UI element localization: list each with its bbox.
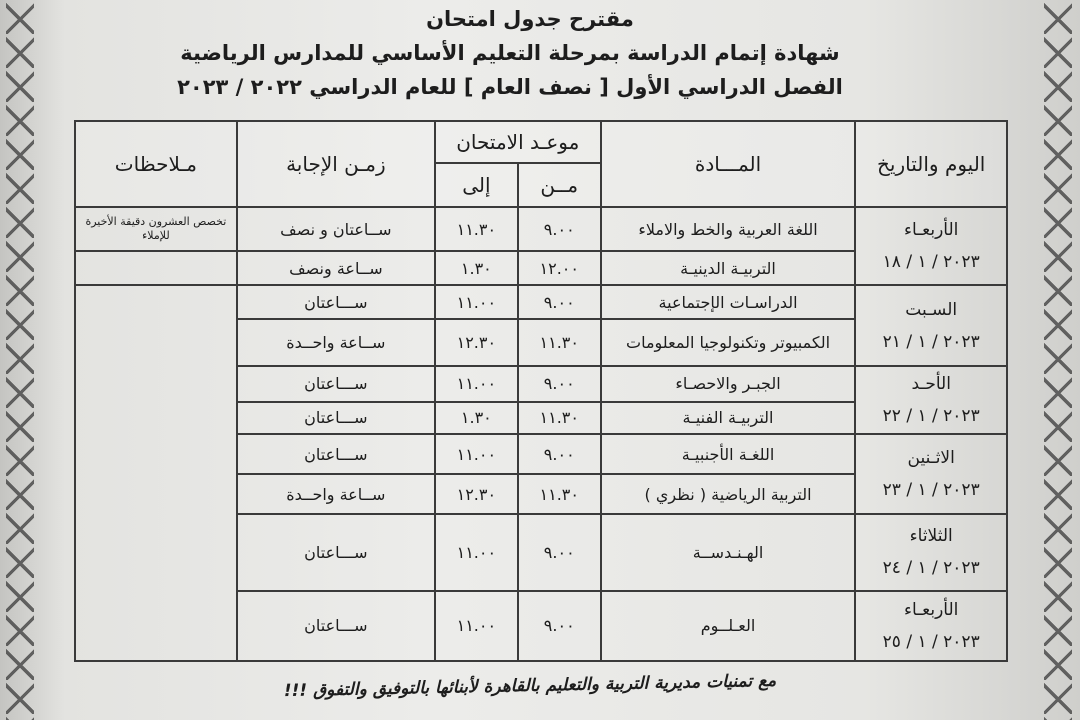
day-cell: الأحـد ٢٠٢٣ / ١ / ٢٢ xyxy=(855,366,1007,434)
subject-cell: الهـنـدســة xyxy=(601,514,856,590)
notes-cell-empty xyxy=(75,285,237,661)
subject-cell: التربية الرياضية ( نظري ) xyxy=(601,474,856,514)
subject-cell: العـلــوم xyxy=(601,591,856,661)
document-subtitle: شهادة إتمام الدراسة بمرحلة التعليم الأساسي للمدارس الرياضية xyxy=(180,41,840,65)
subject-cell: الكمبيوتر وتكنولوجيا المعلومات xyxy=(601,319,856,365)
day-cell: الاثـنين ٢٠٢٣ / ١ / ٢٣ xyxy=(855,434,1007,514)
from-cell: ٩.٠٠ xyxy=(518,366,601,402)
duration-cell: ســـاعتان xyxy=(237,285,435,319)
subject-cell: اللغة العربية والخط والاملاء xyxy=(601,207,856,251)
from-cell: ١٢.٠٠ xyxy=(518,251,601,285)
duration-cell: ســـاعتان xyxy=(237,434,435,474)
header-day-date: اليوم والتاريخ xyxy=(855,121,1007,207)
duration-cell: ســاعة واحــدة xyxy=(237,319,435,365)
to-cell: ١١.٠٠ xyxy=(435,434,518,474)
duration-cell: ســـاعتان xyxy=(237,591,435,661)
document-header xyxy=(120,2,940,104)
from-cell: ٩.٠٠ xyxy=(518,207,601,251)
notes-cell: تخصص العشرون دقيقة الأخيرة للإملاء xyxy=(75,207,237,251)
day-cell: الأربعـاء ٢٠٢٣ / ١ / ٢٥ xyxy=(855,591,1007,661)
from-cell: ١١.٣٠ xyxy=(518,402,601,434)
from-cell: ٩.٠٠ xyxy=(518,434,601,474)
day-cell: الأربعـاء ٢٠٢٣ / ١ / ١٨ xyxy=(855,207,1007,285)
duration-cell: ســاعة واحــدة xyxy=(237,474,435,514)
to-cell: ١١.٣٠ xyxy=(435,207,518,251)
subject-cell: التربيـة الفنيـة xyxy=(601,402,856,434)
table-row xyxy=(75,285,1007,319)
decorative-border-left xyxy=(6,0,34,720)
duration-cell: ســاعة ونصف xyxy=(237,251,435,285)
header-exam-time: موعـد الامتحان xyxy=(435,121,601,163)
to-cell: ١١.٠٠ xyxy=(435,591,518,661)
header-duration: زمـن الإجابة xyxy=(237,121,435,207)
decorative-border-right xyxy=(1044,0,1072,720)
day-cell: الثلاثاء ٢٠٢٣ / ١ / ٢٤ xyxy=(855,514,1007,590)
header-subject: المـــادة xyxy=(601,121,856,207)
subject-cell: الجبـر والاحصـاء xyxy=(601,366,856,402)
to-cell: ١٢.٣٠ xyxy=(435,474,518,514)
footer-note: مع تمنيات مديرية التربية والتعليم بالقاهرة لأبنائها بالتوفيق والتفوق !!! xyxy=(283,670,777,702)
from-cell: ١١.٣٠ xyxy=(518,319,601,365)
day-cell: السـبت ٢٠٢٣ / ١ / ٢١ xyxy=(855,285,1007,365)
header-to: إلى xyxy=(435,163,518,207)
header-notes: مـلاحظات xyxy=(75,121,237,207)
exam-schedule-table xyxy=(74,120,1008,662)
duration-cell: ســـاعتان xyxy=(237,514,435,590)
from-cell: ٩.٠٠ xyxy=(518,514,601,590)
from-cell: ٩.٠٠ xyxy=(518,591,601,661)
table-row xyxy=(75,207,1007,251)
header-from: مــن xyxy=(518,163,601,207)
duration-cell: ســـاعتان xyxy=(237,402,435,434)
subject-cell: الدراسـات الإجتماعية xyxy=(601,285,856,319)
to-cell: ١.٣٠ xyxy=(435,251,518,285)
subject-cell: اللغـة الأجنبيـة xyxy=(601,434,856,474)
duration-cell: ســـاعتان xyxy=(237,366,435,402)
document-term: الفصل الدراسي الأول [ نصف العام ] للعام الدراسي ٢٠٢٢ / ٢٠٢٣ xyxy=(177,75,843,99)
to-cell: ١١.٠٠ xyxy=(435,285,518,319)
to-cell: ١١.٠٠ xyxy=(435,366,518,402)
subject-cell: التربيـة الدينيـة xyxy=(601,251,856,285)
from-cell: ١١.٣٠ xyxy=(518,474,601,514)
duration-cell: ســاعتان و نصف xyxy=(237,207,435,251)
to-cell: ١٢.٣٠ xyxy=(435,319,518,365)
from-cell: ٩.٠٠ xyxy=(518,285,601,319)
to-cell: ١.٣٠ xyxy=(435,402,518,434)
document-title: مقترح جدول امتحان xyxy=(426,7,634,31)
to-cell: ١١.٠٠ xyxy=(435,514,518,590)
notes-cell xyxy=(75,251,237,285)
